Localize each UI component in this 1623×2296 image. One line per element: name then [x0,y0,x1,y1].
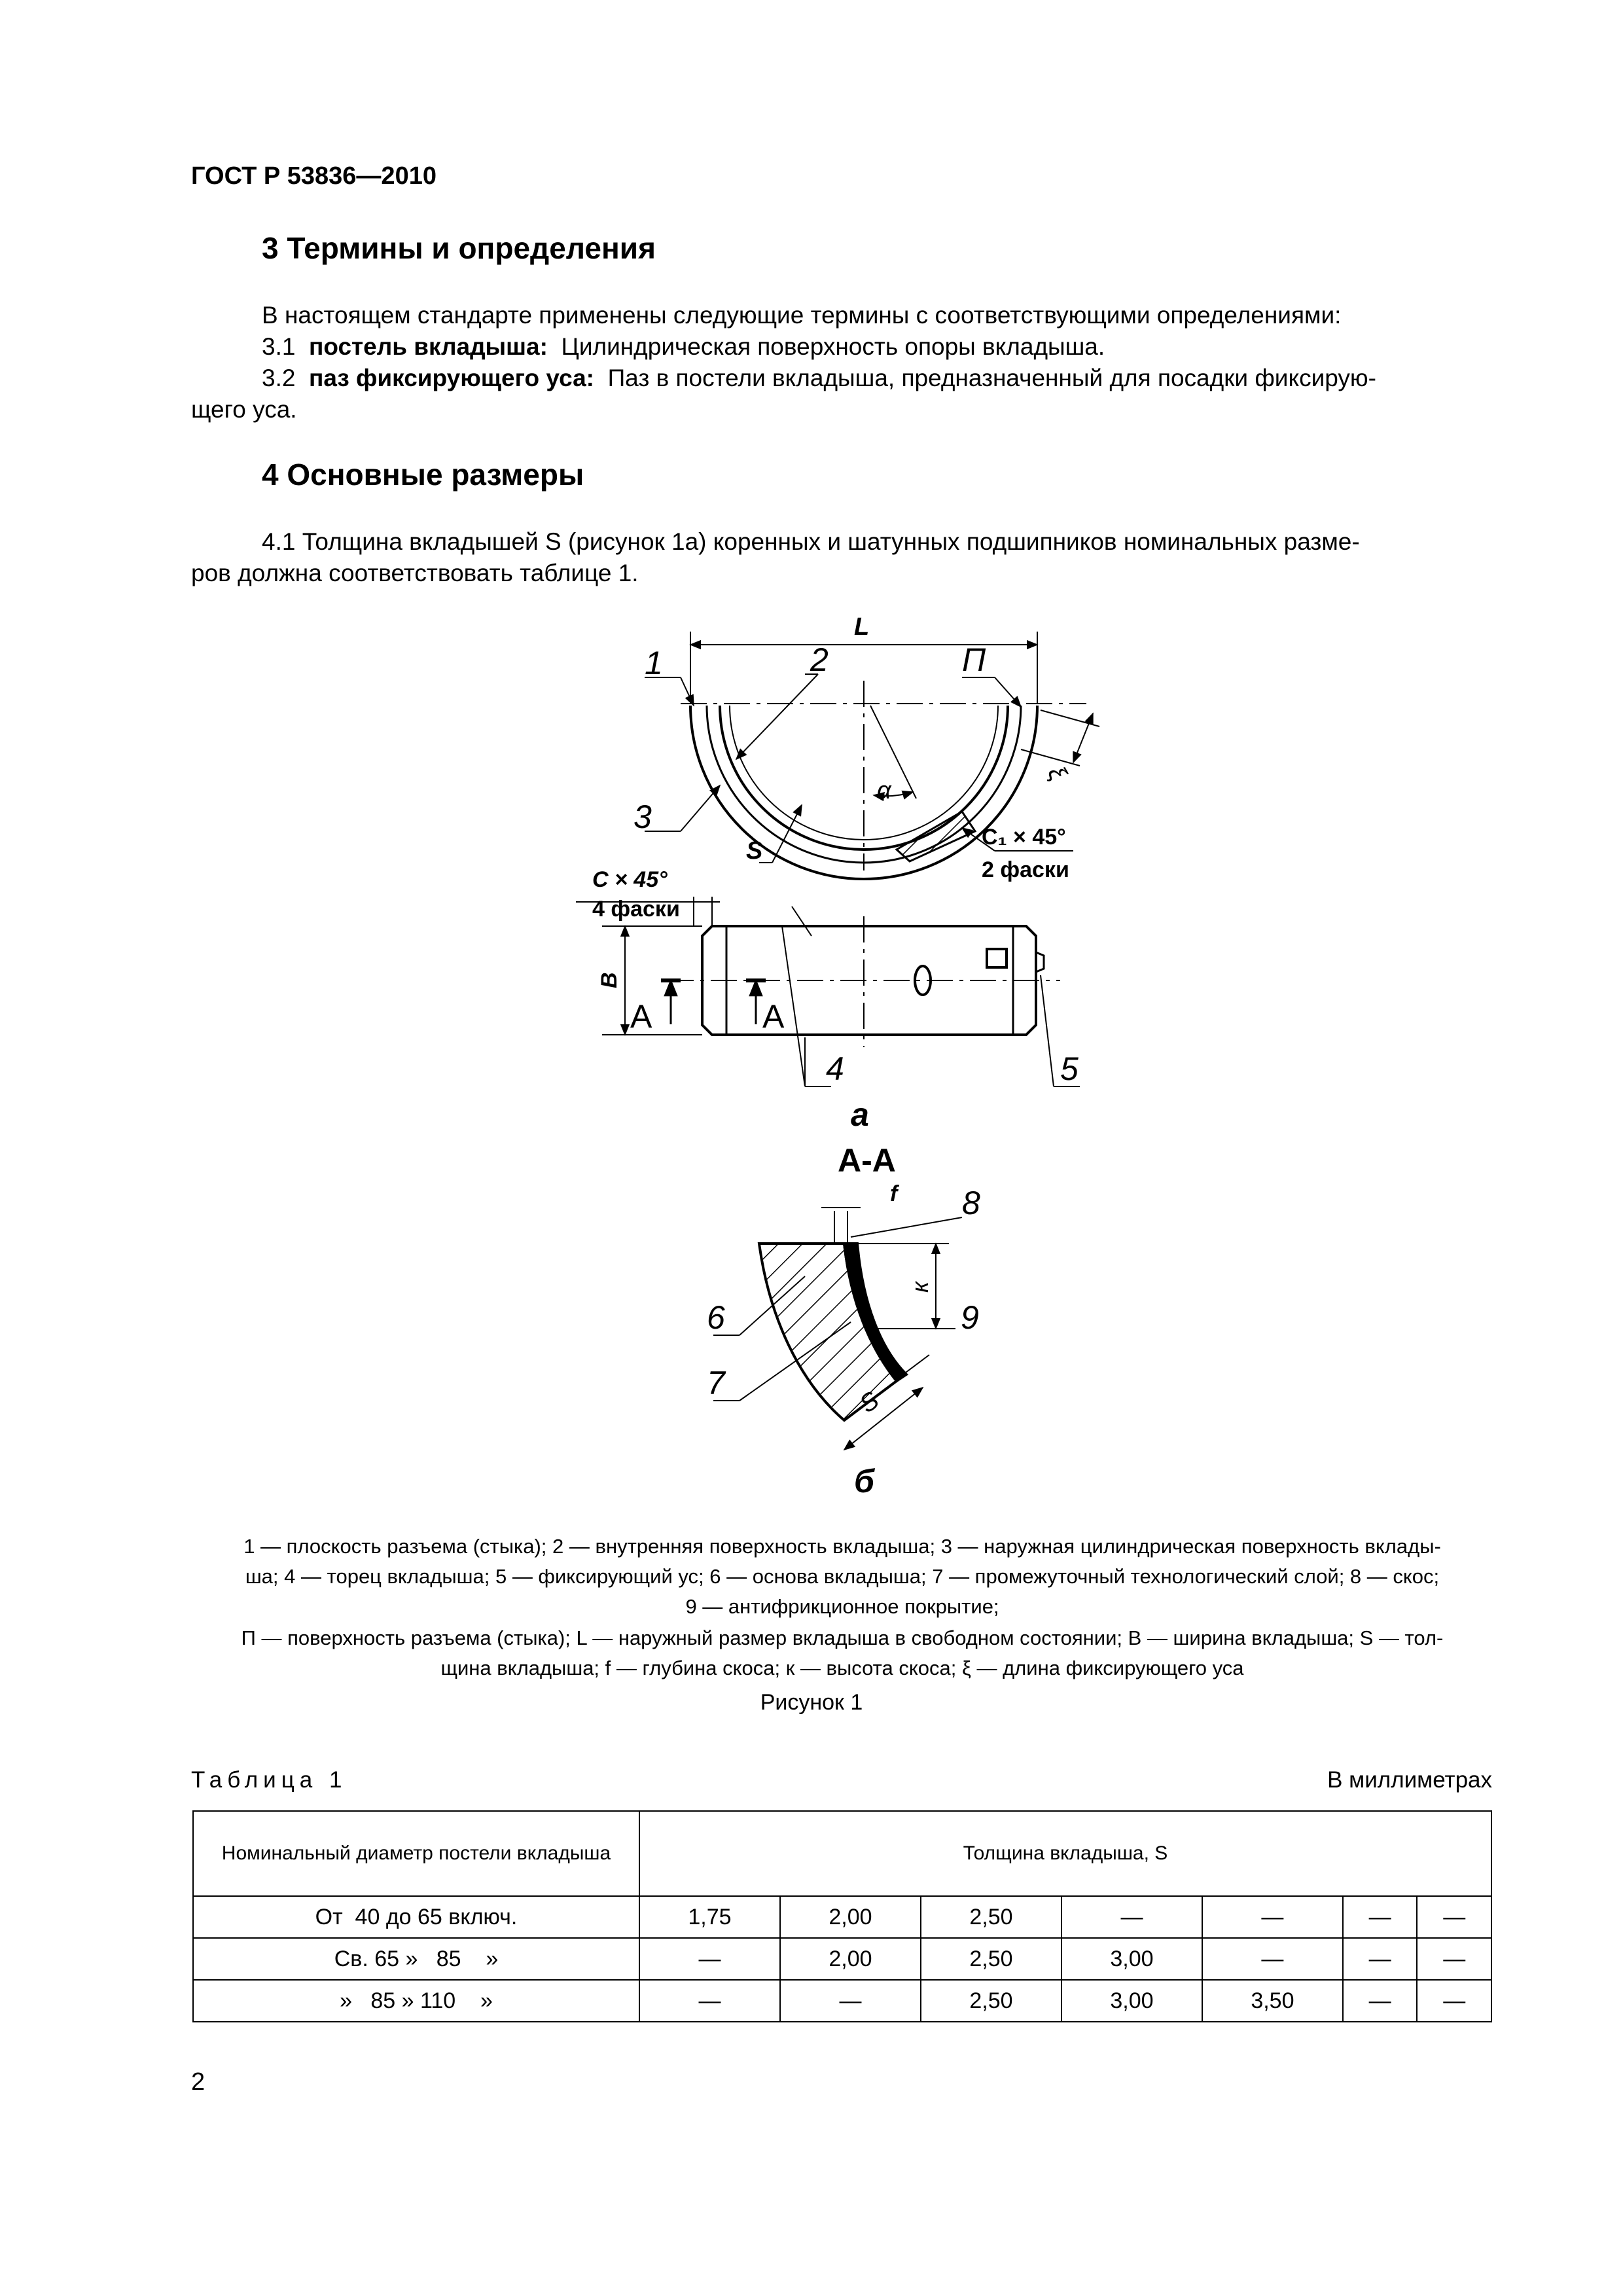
table-cell: 2,50 [921,1938,1061,1980]
label-c-note: 4 фаски [592,897,680,922]
table-cell: — [780,1980,921,2022]
table-cell: — [1343,1896,1418,1938]
thickness-table [192,1810,1492,2022]
table-cell: — [1061,1896,1202,1938]
label-c1: C₁ × 45° [982,825,1066,850]
section-3-intro: В настоящем стандарте применены следующие термины с соответствующими определениями: [262,302,1342,329]
table-cell: — [1417,1896,1491,1938]
page-number: 2 [191,2068,205,2096]
table-cell: 2,50 [921,1896,1061,1938]
subfigure-b: б [854,1463,874,1499]
table-cell: 3,50 [1202,1980,1343,2022]
term-3-2-continuation: щего уса. [191,396,297,423]
table-cell: 1,75 [639,1896,780,1938]
table-cell: — [1202,1938,1343,1980]
table-cell: — [1417,1938,1491,1980]
para-4-1-line2: ров должна соответствовать таблице 1. [191,560,639,586]
row-label: » 85 » 110 » [193,1980,639,2022]
table-cell: — [639,1938,780,1980]
label-B: B [597,972,622,988]
term-definition: Цилиндрическая поверхность опоры вкладыша. [561,333,1105,360]
table-cell: — [639,1980,780,2022]
table-cell: — [1417,1980,1491,2022]
table-header-row [193,1811,1491,1896]
header-diameter: Номинальный диаметр постели вкладыша [193,1811,639,1896]
label-4: 4 [826,1050,844,1087]
subfigure-a: а [851,1096,869,1133]
label-8: 8 [962,1185,980,1221]
side-view-labels [592,867,1079,1133]
figure-caption: Рисунок 1 [760,1690,863,1715]
table-caption: Таблица 1 [191,1767,348,1793]
term-name: постель вкладыша: [309,333,548,360]
term-definition: Паз в постели вкладыша, предназначенный для посадки фиксирую- [607,365,1376,391]
label-7: 7 [707,1365,725,1401]
para-4-1-line1: 4.1 Толщина вкладышей S (рисунок 1а) коренных и шатунных подшипников номинальных разме- [262,528,1360,555]
label-c: C × 45° [592,867,668,892]
label-f: f [890,1181,898,1206]
table-units: В миллиметрах [1327,1767,1492,1793]
header-thickness: Толщина вкладыша, S [639,1811,1491,1896]
section-a-a-view [713,1208,962,1450]
label-5: 5 [1060,1050,1079,1087]
label-k: к [906,1282,933,1293]
label-6: 6 [707,1299,725,1336]
table-cell: 2,00 [780,1896,921,1938]
table-cell: 2,00 [780,1938,921,1980]
label-S: S [746,837,763,865]
label-2: 2 [810,641,829,678]
table-row [193,1938,1491,1980]
figure-legend-line-2: ша; 4 — торец вкладыша; 5 — фиксирующий ус; 6 — основа вкладыша; 7 — промежуточный технологический слой; 8 — скос; [245,1565,1440,1588]
figure-legend-line-5: щина вкладыша; f — глубина скоса; к — высота скоса; ξ — длина фиксирующего уса [440,1657,1244,1679]
figure-legend-line-1: 1 — плоскость разъема (стыка); 2 — внутренняя поверхность вкладыша; 3 — наружная цилиндрическая поверхность вклады- [243,1535,1441,1558]
table-cell: — [1202,1896,1343,1938]
term-number: 3.2 [262,365,296,391]
label-A-right: A [762,998,785,1035]
label-3: 3 [633,798,652,835]
table-cell: 3,00 [1061,1938,1202,1980]
figure-legend-line-4: П — поверхность разъема (стыка); L — наружный размер вкладыша в свободном состоянии; B — ширина вкладыша; S — тол- [241,1626,1444,1649]
section-3-title: 3 Термины и определения [262,231,656,265]
table-cell: — [1343,1980,1418,2022]
half-shell-labels [633,613,1072,882]
section-title: А-А [838,1142,896,1179]
row-label: От 40 до 65 включ. [193,1896,639,1938]
table-cell: 2,50 [921,1980,1061,2022]
figure-legend-line-3: 9 — антифрикционное покрытие; [685,1595,999,1618]
label-9: 9 [961,1299,979,1336]
label-L: L [854,613,870,641]
table-row [193,1980,1491,2022]
label-1: 1 [645,645,663,681]
term-number: 3.1 [262,333,296,360]
row-label: Св. 65 » 85 » [193,1938,639,1980]
term-name: паз фиксирующего уса: [309,365,594,391]
table-row [193,1896,1491,1938]
label-S-section: S [855,1386,884,1419]
table-cell: — [1343,1938,1418,1980]
label-A-left: A [630,998,652,1035]
label-alpha: α [877,777,891,804]
document-code: ГОСТ Р 53836—2010 [191,162,437,190]
section-4-title: 4 Основные размеры [262,457,584,492]
label-xi: ξ [1042,761,1072,785]
table-cell: 3,00 [1061,1980,1202,2022]
label-c1-note: 2 фаски [982,857,1069,882]
label-P: П [962,641,986,678]
